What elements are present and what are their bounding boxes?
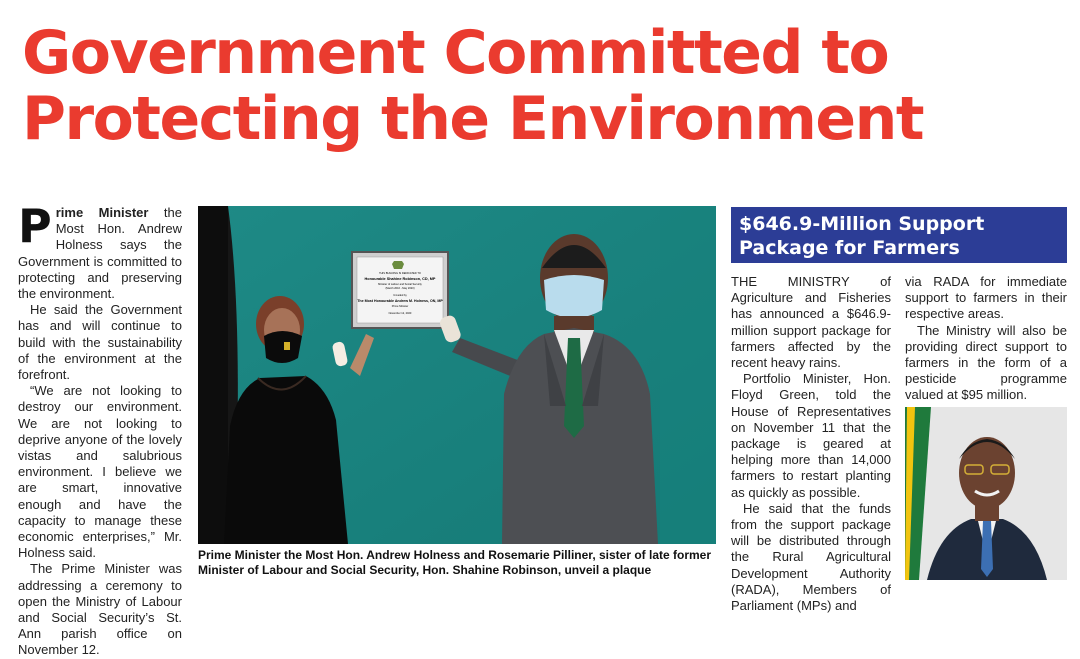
sidebar-paragraph-2: Portfolio Minister, Hon. Floyd Green, told the House of Representatives on November 11 that the package is geared at helping more than 14,000 farmers to restart planting as quickly as possible. [731, 371, 891, 500]
sidebar-paragraph-5: The Ministry will also be providing direct support to farmers in the form of a pesticide programme valued at $95 million. [905, 322, 1067, 403]
drop-cap: P [18, 199, 52, 253]
headline-line-2: Protecting the Environment [22, 84, 924, 154]
main-story-paragraph-2: He said the Government has and will continue to build with the sustainability of the environment at the forefront. [18, 302, 182, 383]
main-story-paragraph-4: The Prime Minister was addressing a ceremony to open the Ministry of Labour and Social Security’s St. Ann parish office on November 12. [18, 561, 182, 658]
plaque-unveiling-photo [198, 206, 716, 544]
main-story-column [18, 199, 182, 659]
main-story-lead [18, 199, 182, 302]
main-story-paragraph-3: “We are not looking to destroy our environment. We are not looking to deprive anyone of the lovely vistas and salubrious environment. I believe we are smart, innovative enough and have the capacity to manage these economic enterprises,” Mr. Holness said. [18, 383, 182, 561]
plaque-line-8: November 12, 2020 [388, 312, 412, 315]
plaque [352, 252, 448, 328]
plaque-line-3: Minister of Labour and Social Security [378, 283, 422, 286]
sidebar-column-1 [731, 274, 891, 614]
sidebar-paragraph-4: via RADA for immediate support to farmers in their respective areas. [905, 274, 1067, 322]
photo-caption: Prime Minister the Most Hon. Andrew Holness and Rosemarie Pilliner, sister of late former Minister of Labour and Social Security, Hon. Shahine Robinson, unveil a plaque [198, 548, 712, 577]
headline [22, 20, 1072, 152]
plaque-line-1: THIS BUILDING IS DEDICATED TO [379, 272, 421, 275]
minister-portrait-photo [905, 407, 1067, 580]
headline-line-1: Government Committed to [22, 18, 889, 88]
lead-bold-text: rime Minister [55, 205, 149, 220]
plaque-line-7: Prime Minister [391, 305, 409, 308]
sidebar-paragraph-3: He said that the funds from the support package will be distributed through the Rural Agricultural Development Authority (RADA), Members of Parliament (MPs) and [731, 500, 891, 614]
plaque-line-2: Honourable Shahine Robinson, CD, MP [364, 277, 436, 281]
sidebar-paragraph-1: THE MINISTRY of Agriculture and Fisheries has announced a $646.9-million support package for farmers affected by the recent heavy rains. [731, 274, 891, 371]
plaque-line-4: (March 2016 - May 2020) [385, 287, 415, 290]
plaque-line-6: The Most Honourable Andrew M. Holness, ON, MP [357, 299, 443, 303]
lead-text: the Most Hon. Andrew Holness says the Government is committed to protecting and preserving the environment. [18, 205, 182, 302]
plaque-line-5: Unveiled by [393, 294, 407, 297]
sidebar-column-2 [905, 274, 1067, 404]
sidebar-title: $646.9-Million Support Package for Farmers [731, 207, 1067, 263]
